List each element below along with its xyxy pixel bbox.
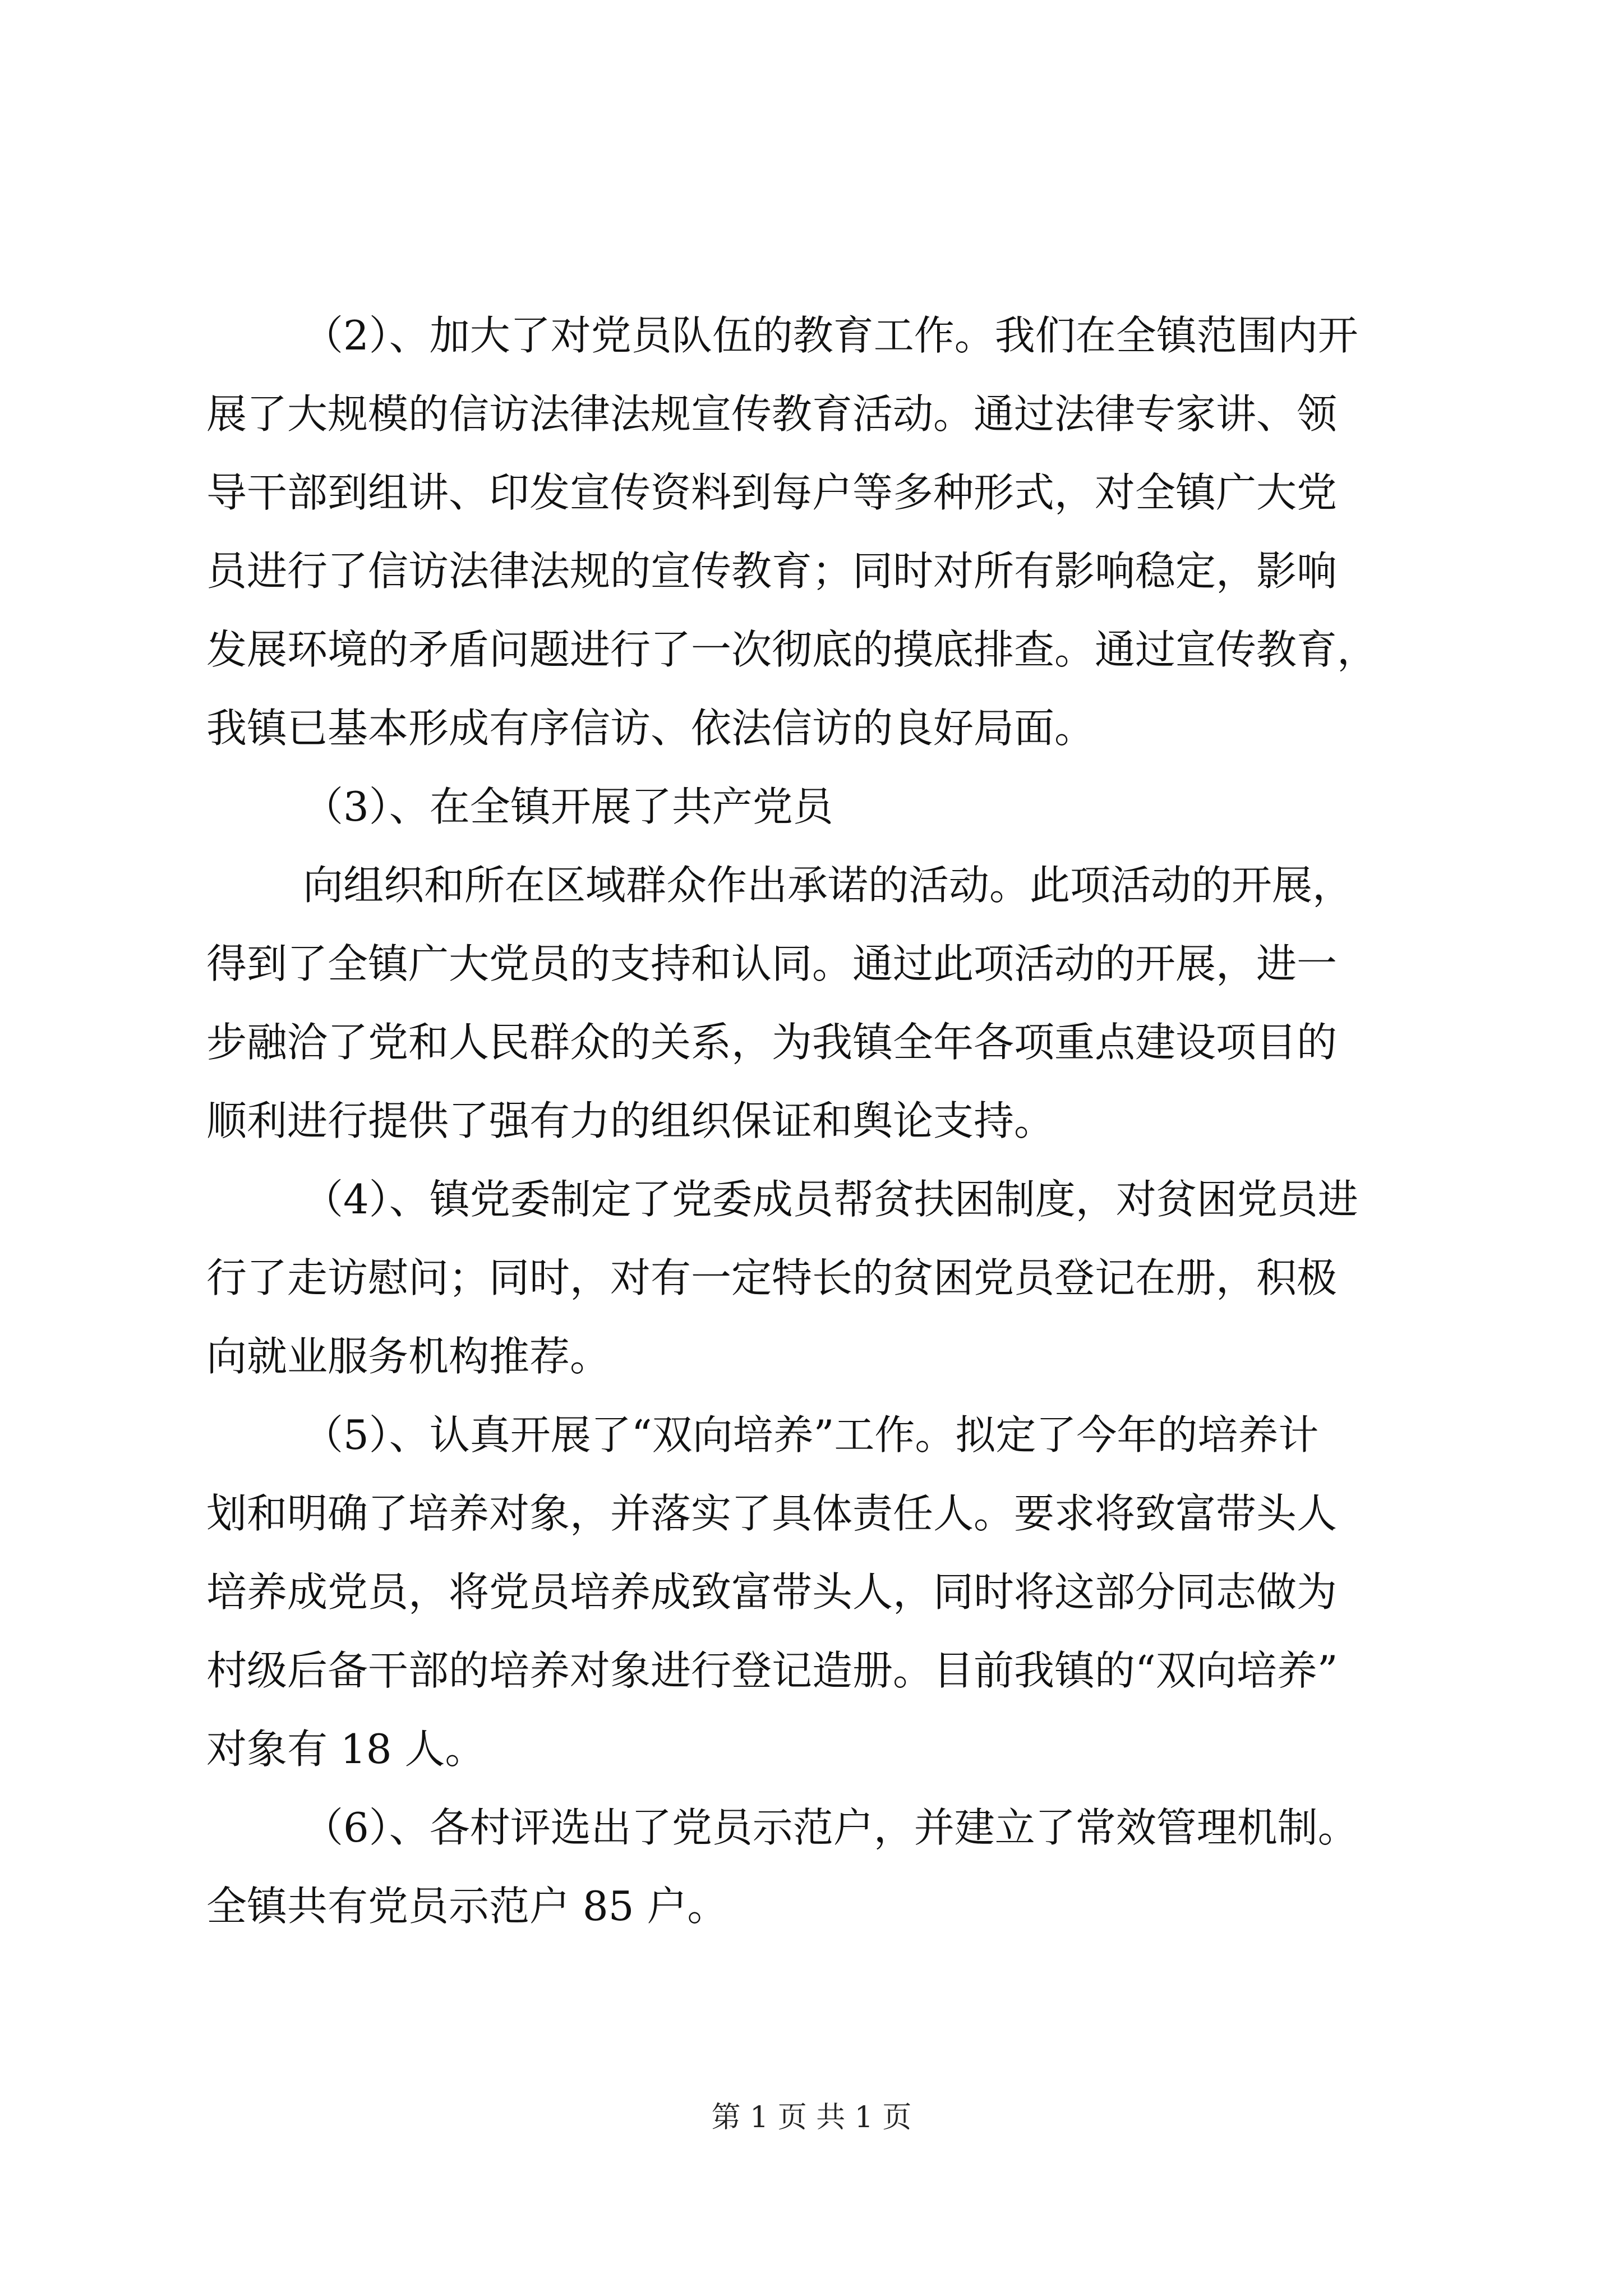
text-line: 顺利进行提供了强有力的组织保证和舆论支持。 xyxy=(206,1097,1055,1144)
text-line: 全镇共有党员示范户 85 户。 xyxy=(206,1883,728,1930)
text-line: 得到了全镇广大党员的支持和认同。通过此项活动的开展，进一 xyxy=(206,940,1338,987)
text-line: 培养成党员，将党员培养成致富带头人，同时将这部分同志做为 xyxy=(206,1568,1338,1616)
text-line: （6）、各村评选出了党员示范户，并建立了常效管理机制。 xyxy=(303,1804,1358,1851)
text-line: 发展环境的矛盾问题进行了一次彻底的摸底排查。通过宣传教育， xyxy=(206,626,1378,673)
text-line: 行了走访慰问；同时，对有一定特长的贫困党员登记在册，积极 xyxy=(206,1254,1338,1301)
text-line: 向组织和所在区域群众作出承诺的活动。此项活动的开展， xyxy=(303,862,1353,909)
text-line: （5）、认真开展了“双向培养”工作。拟定了今年的培养计 xyxy=(303,1411,1319,1458)
text-line: 展了大规模的信访法律法规宣传教育活动。通过法律专家讲、领 xyxy=(206,390,1338,438)
text-line: （2）、加大了对党员队伍的教育工作。我们在全镇范围内开 xyxy=(303,312,1358,359)
text-line: （4）、镇党委制定了党委成员帮贫扶困制度，对贫困党员进 xyxy=(303,1176,1358,1223)
text-line: 员进行了信访法律法规的宣传教育；同时对所有影响稳定，影响 xyxy=(206,547,1338,595)
text-line: 村级后备干部的培养对象进行登记造册。目前我镇的“双向培养” xyxy=(206,1647,1338,1694)
text-line: 我镇已基本形成有序信访、依法信访的良好局面。 xyxy=(206,705,1095,752)
text-line: 划和明确了培养对象，并落实了具体责任人。要求将致富带头人 xyxy=(206,1490,1338,1537)
text-line: 对象有 18 人。 xyxy=(206,1726,486,1773)
page-number-footer: 第 1 页 共 1 页 xyxy=(711,2101,912,2134)
text-line: 向就业服务机构推荐。 xyxy=(206,1333,611,1380)
text-line: 导干部到组讲、印发宣传资料到每户等多种形式，对全镇广大党 xyxy=(206,469,1338,516)
text-line: （3）、在全镇开展了共产党员 xyxy=(303,783,833,830)
text-line: 步融洽了党和人民群众的关系，为我镇全年各项重点建设项目的 xyxy=(206,1019,1338,1066)
